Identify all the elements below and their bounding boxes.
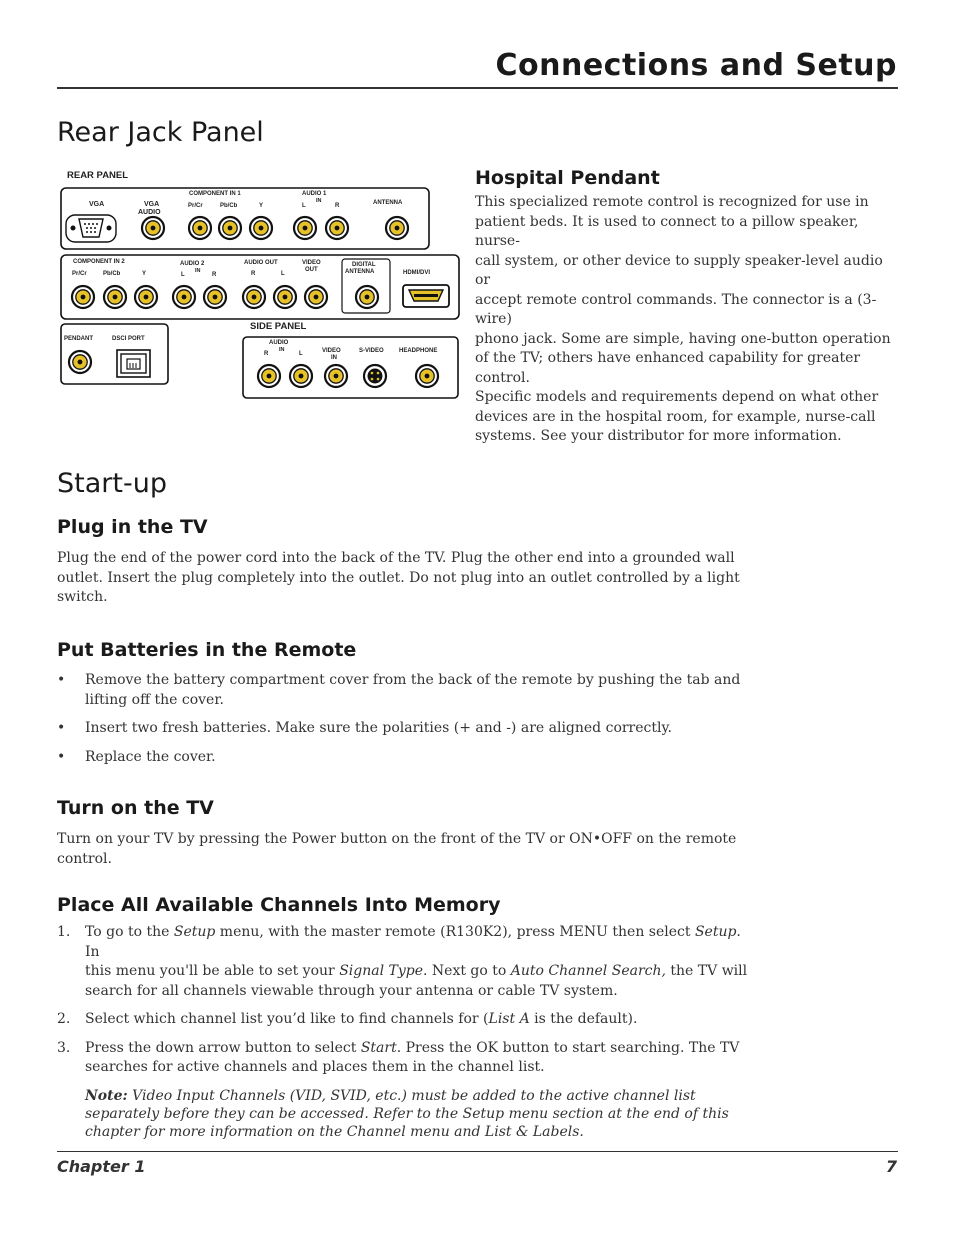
- start-term: Start: [360, 1039, 397, 1056]
- channels-steps: [57, 923, 757, 1141]
- r-label-3: R: [251, 271, 256, 277]
- pb-cb-label: Pb/Cb: [220, 203, 238, 209]
- text-line: [85, 1039, 757, 1059]
- text-run: Video Input Channels (VID, SVID, etc.) must be added to the active channel list: [127, 1087, 696, 1104]
- vga-audio-label: VGA: [144, 201, 160, 208]
- text-line: control.: [57, 850, 112, 867]
- r-label-2: R: [212, 272, 217, 278]
- chapter-label: Chapter 1: [57, 1157, 146, 1176]
- step-3: [57, 1039, 757, 1078]
- rear-jack-panel-diagram: [57, 165, 462, 402]
- component-1-pb-jack-icon: [219, 217, 241, 239]
- side-audio-r-jack-icon: [258, 365, 280, 387]
- bullet: •: [57, 748, 66, 765]
- hospital-pendant-heading: Hospital Pendant: [475, 167, 660, 189]
- audio-out-r-jack-icon: [243, 286, 265, 308]
- text-run: Select which channel list you’d like to find channels for (: [85, 1011, 489, 1027]
- side-panel-label: SIDE PANEL: [250, 321, 307, 332]
- startup-heading: Start-up: [57, 468, 167, 499]
- batteries-list: [57, 671, 757, 776]
- component-in-2-label: COMPONENT IN 2: [73, 259, 125, 265]
- channels-heading: Place All Available Channels Into Memory: [57, 894, 501, 916]
- text-line: Remove the battery compartment cover from the back of the remote by pushing the tab and: [85, 672, 741, 688]
- text-line: Specific models and requirements depend on what other: [475, 389, 879, 405]
- digital-antenna-jack-icon: [356, 286, 378, 308]
- text-run: . Next go to: [423, 963, 511, 979]
- plug-in-heading: Plug in the TV: [57, 516, 208, 538]
- audio-1-l-jack-icon: [294, 217, 316, 239]
- y-label: Y: [259, 203, 264, 209]
- r-label: R: [335, 203, 340, 209]
- side-r-label: R: [264, 351, 269, 357]
- text-line: switch.: [57, 589, 108, 605]
- rear-panel-upper-box: [61, 188, 429, 249]
- component-1-y-jack-icon: [250, 217, 272, 239]
- text-line: [85, 962, 757, 982]
- side-l-label: L: [299, 351, 303, 357]
- text-line: separately before they can be accessed. Refer to the Setup menu section at the end of this: [85, 1105, 729, 1122]
- hospital-pendant-text: [475, 193, 898, 447]
- text-run: the TV will: [665, 963, 748, 979]
- text-line: Replace the cover.: [85, 748, 216, 765]
- text-line: of the TV; others have enhanced capability for greater control.: [475, 350, 861, 386]
- vga-audio-label-2: AUDIO: [138, 209, 161, 216]
- headphone-label: HEADPHONE: [399, 348, 438, 354]
- text-line: accept remote control commands. The connector is a (3-wire): [475, 291, 877, 327]
- pendant-label: PENDANT: [64, 336, 94, 342]
- text-line: search for all channels viewable through your antenna or cable TV system.: [85, 982, 618, 999]
- setup-term: Setup: [173, 924, 216, 940]
- hdmi-port-icon: [403, 285, 449, 307]
- pr-cr-label-2: Pr/Cr: [72, 271, 87, 277]
- rear-jack-panel-heading: Rear Jack Panel: [57, 117, 264, 148]
- dsci-port-label: DSCI PORT: [112, 336, 145, 342]
- side-video-label: VIDEO: [322, 348, 341, 354]
- text-line: [85, 1087, 757, 1105]
- signal-type-term: Signal Type: [339, 963, 424, 979]
- side-video-in-jack-icon: [325, 365, 347, 387]
- text-run: . In: [85, 924, 741, 960]
- side-in-label: IN: [279, 347, 285, 353]
- footer-divider: [57, 1151, 898, 1152]
- text-line: [85, 1010, 757, 1030]
- text-line: Insert two fresh batteries. Make sure the polarities (+ and -) are aligned correctly.: [85, 720, 672, 736]
- list-item: [57, 671, 757, 710]
- turn-on-text: [57, 830, 757, 869]
- out-label: OUT: [305, 267, 318, 273]
- dsci-port-icon: [117, 350, 150, 377]
- audio-2-label: AUDIO 2: [180, 261, 205, 267]
- audio-out-l-jack-icon: [274, 286, 296, 308]
- turn-on-heading: Turn on the TV: [57, 797, 214, 819]
- audio-2-l-jack-icon: [173, 286, 195, 308]
- text-line: phono jack. Some are simple, having one-button operation: [475, 330, 891, 347]
- side-audio-label: AUDIO: [269, 340, 289, 346]
- y-label-2: Y: [142, 271, 147, 277]
- text-line: Turn on your TV by pressing the Power button on the front of the TV or ON•OFF on the remote: [57, 831, 737, 847]
- rear-panel-label: REAR PANEL: [67, 170, 129, 181]
- side-video-in-label: IN: [331, 355, 337, 361]
- step-1: [57, 923, 757, 1001]
- step-number: 3.: [57, 1039, 71, 1056]
- component-2-y-jack-icon: [135, 286, 157, 308]
- l-label-2: L: [181, 272, 185, 278]
- text-run: menu, with the master remote (R130K2), press MENU then select: [215, 924, 695, 940]
- text-line: chapter for more information on the Channel menu and List & Labels.: [85, 1123, 584, 1140]
- text-run: Press the down arrow button to select: [85, 1039, 361, 1056]
- l-label: L: [302, 203, 306, 209]
- antenna-label: ANTENNA: [373, 200, 403, 206]
- setup-term: Setup: [694, 924, 737, 940]
- text-run: . Press the OK button to start searching. The TV: [396, 1039, 740, 1056]
- s-video-jack-icon: [364, 365, 386, 387]
- antenna-jack-icon: [386, 217, 408, 239]
- auto-channel-search-term: Auto Channel Search,: [510, 963, 666, 979]
- component-2-pr-jack-icon: [72, 286, 94, 308]
- video-label: VIDEO: [302, 260, 321, 266]
- pb-cb-label-2: Pb/Cb: [103, 271, 121, 277]
- vga-audio-jack-icon: [142, 217, 164, 239]
- digital-antenna-label: ANTENNA: [345, 269, 375, 275]
- text-line: searches for active channels and places them in the channel list.: [85, 1059, 545, 1075]
- video-out-jack-icon: [305, 286, 327, 308]
- pr-cr-label: Pr/Cr: [188, 203, 203, 209]
- list-item: [57, 748, 757, 768]
- header-divider: [57, 87, 898, 89]
- digital-label: DIGITAL: [352, 262, 376, 268]
- audio-1-label: AUDIO 1: [302, 191, 327, 197]
- in-label-2: IN: [195, 268, 201, 274]
- text-line: [85, 923, 757, 962]
- component-2-pb-jack-icon: [104, 286, 126, 308]
- list-a-term: List A: [488, 1011, 530, 1027]
- vga-label: VGA: [89, 201, 105, 208]
- in-label: IN: [316, 198, 322, 204]
- step-number: 1.: [57, 924, 71, 940]
- text-run: To go to the: [85, 924, 174, 940]
- component-in-1-label: COMPONENT IN 1: [189, 191, 241, 197]
- audio-2-r-jack-icon: [204, 286, 226, 308]
- text-line: This specialized remote control is recognized for use in: [475, 194, 869, 210]
- text-line: Plug the end of the power cord into the back of the TV. Plug the other end into a grounded wall: [57, 550, 735, 566]
- text-line: call system, or other device to supply speaker-level audio or: [475, 252, 883, 288]
- list-item: [57, 719, 757, 739]
- bullet: •: [57, 672, 66, 688]
- component-1-pr-jack-icon: [189, 217, 211, 239]
- audio-1-r-jack-icon: [326, 217, 348, 239]
- text-line: patient beds. It is used to connect to a pillow speaker, nurse-: [475, 213, 859, 249]
- audio-out-label: AUDIO OUT: [244, 260, 278, 266]
- hdmi-dvi-label: HDMI/DVI: [403, 270, 430, 276]
- headphone-jack-icon: [416, 365, 438, 387]
- s-video-label: S-VIDEO: [359, 348, 384, 354]
- section-title: Connections and Setup: [495, 48, 897, 83]
- note: [57, 1087, 757, 1141]
- batteries-heading: Put Batteries in the Remote: [57, 639, 357, 661]
- note-label: Note:: [85, 1087, 128, 1104]
- text-run: this menu you'll be able to set your: [85, 963, 340, 979]
- plug-in-text: [57, 549, 757, 608]
- bullet: •: [57, 720, 66, 736]
- l-label-3: L: [281, 271, 285, 277]
- pendant-jack-icon: [69, 351, 91, 373]
- text-line: lifting off the cover.: [85, 691, 224, 708]
- step-number: 2.: [57, 1011, 71, 1027]
- page-number: 7: [885, 1157, 897, 1176]
- text-line: outlet. Insert the plug completely into the outlet. Do not plug into an outlet controlled by a light: [57, 569, 740, 586]
- text-line: devices are in the hospital room, for example, nurse-call: [475, 408, 876, 425]
- text-line: systems. See your distributor for more information.: [475, 428, 842, 444]
- side-audio-l-jack-icon: [290, 365, 312, 387]
- text-run: is the default).: [529, 1011, 638, 1027]
- step-2: [57, 1010, 757, 1030]
